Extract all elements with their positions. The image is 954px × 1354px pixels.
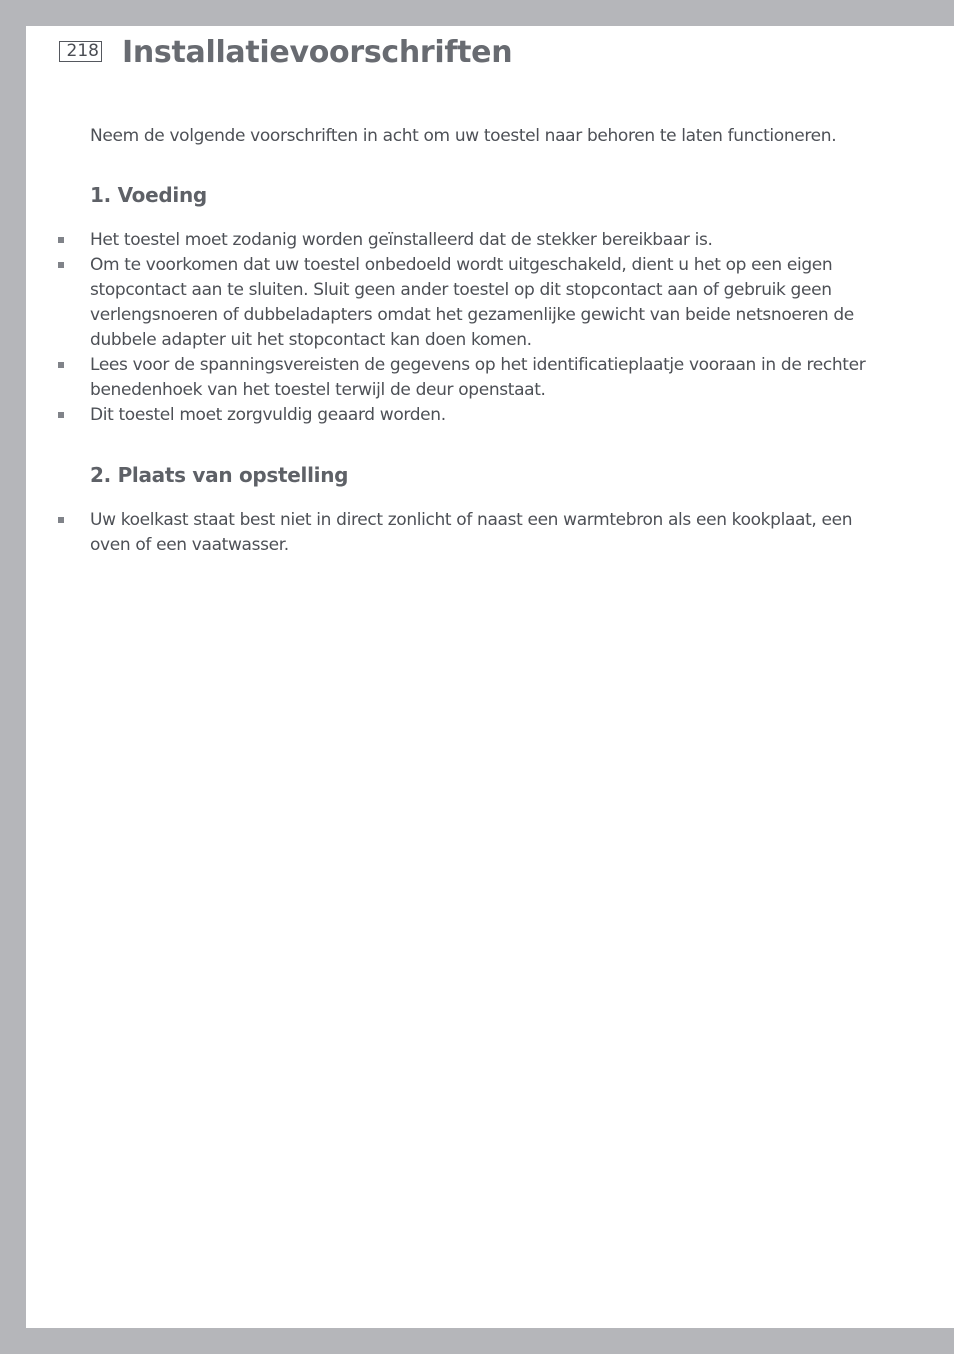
list-item-text: Lees voor de spanningsvereisten de gegevens op het identificatieplaatje vooraan in de rechter benedenhoek van het toestel terwijl de deur openstaat.	[90, 355, 866, 400]
list-item-text: Het toestel moet zodanig worden geïnstalleerd dat de stekker bereikbaar is.	[90, 230, 713, 250]
section-heading-voeding: 1. Voeding	[90, 183, 207, 207]
list-item-text: Om te voorkomen dat uw toestel onbedoeld wordt uitgeschakeld, dient u het op een eigen stopcontact aan te sluiten. Sluit geen ander toestel op dit stopcontact aan of gebruik geen verlengsnoeren of dubbeladapters omdat het gezamenlijke gewicht van beide netsnoeren de dubbele adapter uit het stopcontact kan doen komen.	[90, 255, 854, 350]
square-bullet-icon	[58, 262, 64, 268]
opstelling-list	[90, 508, 890, 558]
list-item-text: Uw koelkast staat best niet in direct zonlicht of naast een warmtebron als een kookplaat, een oven of een vaatwasser.	[90, 510, 853, 555]
list-item-text: Dit toestel moet zorgvuldig geaard worden.	[90, 405, 446, 425]
page-title: Installatievoorschriften	[122, 35, 513, 70]
document-page	[26, 26, 954, 1328]
square-bullet-icon	[58, 362, 64, 368]
voeding-list	[90, 228, 890, 428]
list-item	[90, 253, 890, 353]
document-body	[90, 124, 890, 558]
list-item	[90, 228, 890, 253]
square-bullet-icon	[58, 517, 64, 523]
intro-paragraph: Neem de volgende voorschriften in acht om uw toestel naar behoren te laten functioneren.	[90, 126, 837, 146]
square-bullet-icon	[58, 412, 64, 418]
list-item	[90, 353, 890, 403]
page-number: 218	[59, 41, 102, 62]
section-heading-plaats-van-opstelling: 2. Plaats van opstelling	[90, 463, 349, 487]
list-item	[90, 508, 890, 558]
list-item	[90, 403, 890, 428]
square-bullet-icon	[58, 237, 64, 243]
